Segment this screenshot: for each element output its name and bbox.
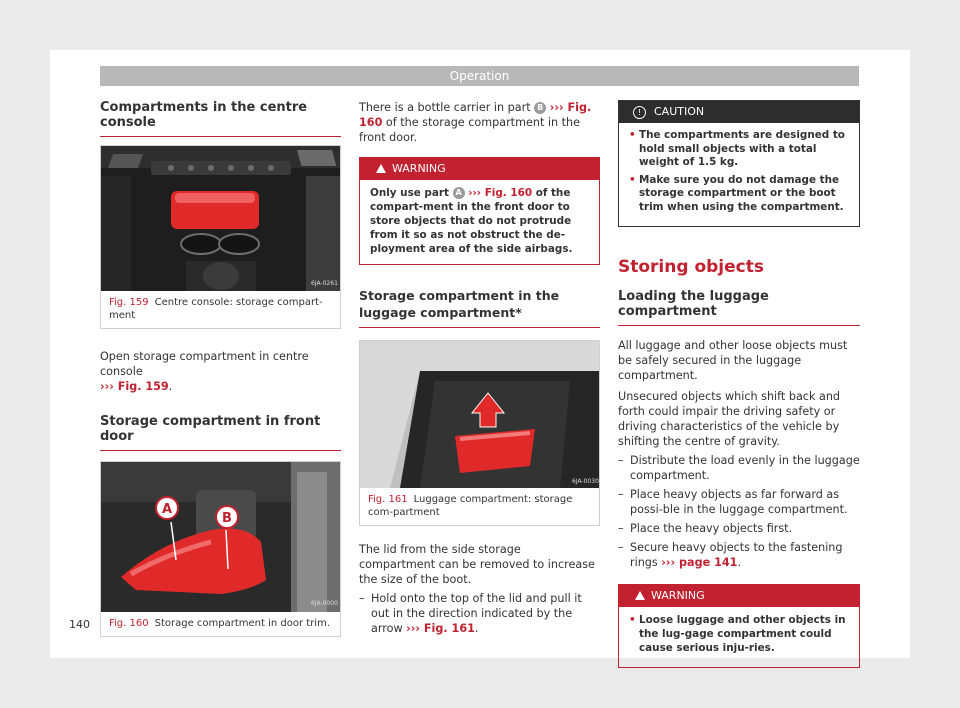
figure-number: Fig. 161 (368, 494, 408, 505)
instruction-text: Distribute the load evenly in the luggage compartment. (630, 454, 860, 482)
punctuation: . (474, 622, 479, 635)
figure-caption-text: Storage compartment in door trim. (154, 618, 331, 629)
section-heading-centre-console: Compartments in the centre console (100, 100, 341, 137)
figure-link[interactable]: ››› Fig. 160 (468, 187, 533, 199)
paragraph-text: of the storage compartment in the front door. (359, 116, 580, 144)
section-heading-front-door: Storage compartment in front door (100, 414, 341, 451)
caution-item: • The compartments are designed to hold small objects with a total weight of 1.5 kg. (629, 129, 845, 168)
figure-160 (100, 461, 341, 637)
warning-title: WARNING (651, 589, 705, 602)
figure-code: 6JA-0030 (572, 478, 599, 485)
luggage-compartment-photo (360, 341, 599, 488)
caution-text: Make sure you do not damage the storage compartment or the boot trim when using the compartment. (639, 173, 844, 213)
warning-text: Only use part (370, 187, 449, 199)
instruction-item: – Hold onto the top of the lid and pull it out in the direction indicated by the arrow ››› Fig. 161. (359, 592, 582, 635)
warning-item: • Loose luggage and other objects in the lug-gage compartment could cause serious inju-ries. (629, 614, 846, 654)
label-b: B (222, 511, 232, 526)
figure-caption-text: Centre console: storage compart-ment (109, 297, 323, 321)
punctuation: . (737, 556, 741, 569)
figure-159-caption (101, 291, 340, 328)
figure-code: 6JA-0261 (311, 280, 338, 287)
manual-page (50, 50, 910, 658)
paragraph (359, 100, 600, 145)
figure-link[interactable]: ››› Fig. 160 (359, 101, 592, 129)
caution-box (618, 100, 860, 227)
paragraph-text: There is a bottle carrier in part (359, 101, 531, 114)
paragraph-text: Open storage compartment in centre console (100, 350, 309, 378)
instruction-text: Hold onto the top of the lid and pull it out in the direction indicated by the arrow (371, 592, 582, 635)
label-a: A (161, 502, 173, 517)
instruction-item: – Place heavy objects as far forward as possi-ble in the luggage compartment. (618, 488, 848, 516)
section-heading-loading: Loading the luggage compartment (618, 289, 860, 326)
part-label-badge: A (453, 187, 465, 199)
figure-161-caption (360, 488, 599, 525)
warning-title: WARNING (392, 162, 446, 175)
warning-text: of the compart-ment in the front door to store objects that do not protrude from it so as not obstruct the de-ployment area of the side airbags. (370, 187, 573, 255)
caution-header (619, 101, 859, 123)
figure-159 (100, 145, 341, 329)
warning-box (359, 157, 600, 265)
page-header: Operation (100, 66, 859, 86)
warning-body (360, 180, 599, 264)
caution-text: The compartments are designed to hold small objects with a total weight of 1.5 kg. (639, 129, 845, 168)
figure-160-caption (101, 612, 340, 636)
instruction-text: Secure heavy objects to the fastening rings (630, 541, 843, 569)
chapter-title: Storing objects (618, 257, 764, 277)
caution-title: CAUTION (654, 105, 705, 118)
warning-header (360, 158, 599, 180)
instruction-item: – Place the heavy objects first. (618, 522, 793, 535)
warning-triangle-icon (635, 591, 645, 600)
instruction-item: – Secure heavy objects to the fastening rings ››› page 141. (618, 541, 843, 569)
page-link[interactable]: ››› page 141 (661, 556, 738, 569)
caution-item: • Make sure you do not damage the storage compartment or the boot trim when using the compartment. (629, 173, 844, 213)
part-label-badge: B (534, 102, 546, 114)
warning-box (618, 584, 860, 668)
figure-code: 6JA-0000 (311, 600, 338, 607)
warning-header (619, 585, 859, 607)
figure-number: Fig. 160 (109, 618, 149, 629)
info-icon: ! (633, 106, 646, 119)
paragraph: Open storage compartment in centre console ››› Fig. 159. (100, 350, 309, 393)
figure-number: Fig. 159 (109, 297, 149, 308)
figure-caption-text: Luggage compartment: storage com-partment (368, 494, 573, 518)
warning-triangle-icon (376, 164, 386, 173)
paragraph: Unsecured objects which shift back and forth could impair the driving safety or driving characteristics of the vehicle by shifting the centre of gravity. (618, 390, 841, 448)
figure-link[interactable]: ››› Fig. 161 (406, 622, 475, 635)
paragraph: The lid from the side storage compartment can be removed to increase the size of the boot. (359, 543, 595, 586)
warning-text: Loose luggage and other objects in the lug-gage compartment could cause serious inju-ries. (639, 614, 846, 654)
figure-161 (359, 340, 600, 526)
column-left (100, 100, 341, 637)
instruction-text: Place heavy objects as far forward as possi-ble in the luggage compartment. (630, 488, 848, 516)
door-trim-photo (101, 462, 340, 612)
figure-link[interactable]: ››› Fig. 159 (100, 380, 169, 393)
page-number: 140 (69, 618, 90, 631)
caution-body (619, 123, 859, 226)
section-heading-luggage: Storage compartment in the luggage compartment* (359, 287, 600, 328)
centre-console-photo (101, 146, 340, 291)
column-right (618, 100, 860, 668)
paragraph: All luggage and other loose objects must be safely secured in the luggage compartment. (618, 339, 848, 382)
instruction-text: Place the heavy objects first. (630, 522, 793, 535)
instruction-item: – Distribute the load evenly in the luggage compartment. (618, 454, 860, 482)
column-middle (359, 100, 600, 636)
warning-body (619, 607, 859, 667)
